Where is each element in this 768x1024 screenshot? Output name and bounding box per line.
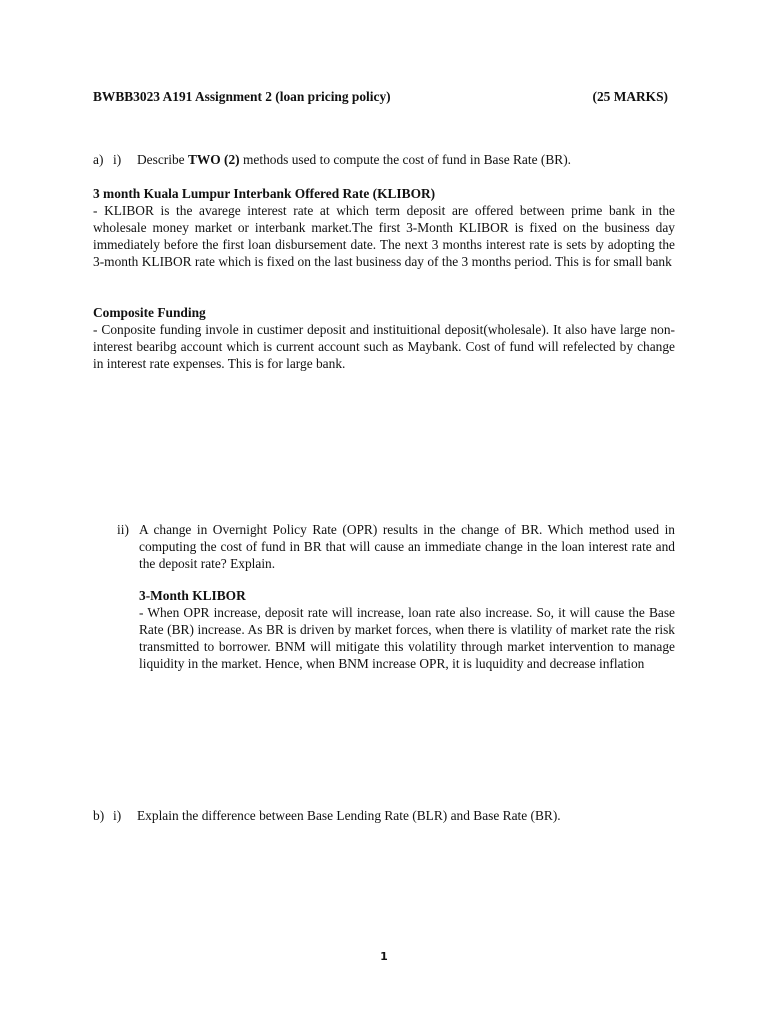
question-text-start: Describe (137, 152, 188, 167)
question-label-a: a) (93, 152, 104, 167)
answer-section-klibor (93, 185, 675, 270)
section-body: - When OPR increase, deposit rate will increase, loan rate also increase. So, it will cause the Base Rate (BR) increase. As BR is driven by market forces, when there is vlatility of market rate the risk transmitted to borrower. BNM will mitigate this volatility through market intervention to manage liquidity in the market. Hence, when BNM increase OPR, it is luquidity and decrease inflation (139, 605, 675, 671)
answer-section-3-month-klibor (139, 587, 675, 672)
section-heading: 3-Month KLIBOR (139, 588, 246, 603)
section-heading: 3 month Kuala Lumpur Interbank Offered Rate (KLIBOR) (93, 186, 436, 201)
question-text: A change in Overnight Policy Rate (OPR) results in the change of BR. Which method used in computing the cost of fund in BR that will cause an immediate change in the loan interest rate and the deposit rate? Explain. (139, 522, 675, 571)
assignment-header (93, 88, 675, 105)
section-body: - KLIBOR is the avarege interest rate at which term deposit are offered between prime bank in the wholesale money market or interbank market.The first 3-Month KLIBOR is fixed on the business day immediately before the first loan disbursement date. The next 3 months interest rate is sets by adopting the 3-month KLIBOR rate which is fixed on the last business day of the 3 months period. This is for small bank (93, 203, 675, 269)
total-marks: (25 MARKS) (592, 89, 668, 104)
question-text: Explain the difference between Base Lending Rate (BLR) and Base Rate (BR). (137, 808, 561, 823)
question-a-ii (117, 521, 675, 572)
question-a-i (93, 151, 713, 168)
section-heading: Composite Funding (93, 305, 206, 320)
question-label-i: i) (113, 808, 122, 823)
answer-section-composite-funding (93, 304, 675, 372)
page-number: 1 (380, 950, 388, 963)
question-text-end: methods used to compute the cost of fund in Base Rate (BR). (239, 152, 571, 167)
question-b-i (93, 807, 713, 824)
section-body: - Conposite funding invole in custimer deposit and instituitional deposit(wholesale). It also have large non-interest bearibg account which is current account such as Maybank. Cost of fund will refelected by change in interest rate expenses. This is for large bank. (93, 322, 675, 371)
question-label-b: b) (93, 808, 105, 823)
question-text-emphasis: TWO (2) (187, 152, 240, 167)
question-label-i: i) (113, 152, 122, 167)
question-label-ii: ii) (117, 522, 129, 537)
assignment-title: BWBB3023 A191 Assignment 2 (loan pricing policy) (93, 89, 391, 104)
